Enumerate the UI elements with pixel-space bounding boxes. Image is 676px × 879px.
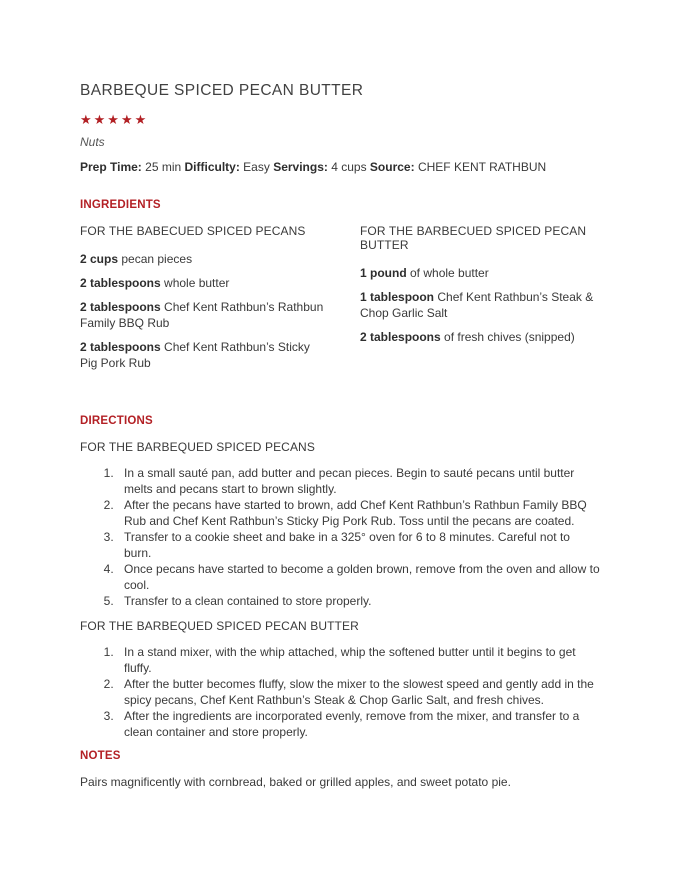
directions-step: 3. Transfer to a cookie sheet and bake in a 325° oven for 6 to 8 minutes. Careful not to burn. bbox=[117, 529, 600, 561]
ingredient-quantity: 2 tablespoons bbox=[80, 340, 161, 354]
meta-label: Servings: bbox=[273, 160, 328, 174]
directions-section bbox=[80, 440, 600, 609]
ingredient-group-title: FOR THE BARBECUED SPICED PECAN BUTTER bbox=[360, 224, 587, 252]
recipe-category: Nuts bbox=[80, 135, 105, 149]
star-rating-icons: ★★★★★ bbox=[80, 112, 149, 127]
directions-body bbox=[80, 440, 600, 740]
directions-step: 4. Once pecans have started to become a golden brown, remove from the oven and allow to cool. bbox=[117, 561, 600, 593]
ingredient-quantity: 2 tablespoons bbox=[80, 300, 161, 314]
directions-step-list bbox=[80, 465, 600, 609]
directions-section-title: FOR THE BARBEQUED SPICED PECAN BUTTER bbox=[80, 619, 359, 633]
directions-step: 2. After the butter becomes fluffy, slow the mixer to the slowest speed and gently add in the spicy pecans, Chef Kent Rathbun’s Steak & Chop Garlic Salt, and fresh chives. bbox=[117, 676, 600, 708]
ingredient-quantity: 2 tablespoons bbox=[80, 276, 161, 290]
ingredient-group bbox=[360, 224, 610, 379]
directions-section bbox=[80, 619, 600, 740]
directions-step: 1. In a stand mixer, with the whip attached, whip the softened butter until it begins to get fluffy. bbox=[117, 644, 600, 676]
ingredient-item: 2 cups pecan pieces bbox=[80, 252, 193, 266]
directions-section-title: FOR THE BARBEQUED SPICED PECANS bbox=[80, 440, 315, 454]
meta-label: Prep Time: bbox=[80, 160, 142, 174]
ingredient-item: 2 tablespoons whole butter bbox=[80, 276, 230, 290]
meta-label: Difficulty: bbox=[184, 160, 240, 174]
notes-text: Pairs magnificently with cornbread, baked or grilled apples, and sweet potato pie. bbox=[80, 775, 511, 789]
ingredient-quantity: 2 cups bbox=[80, 252, 119, 266]
ingredient-quantity: 2 tablespoons bbox=[360, 330, 441, 344]
directions-step: 3. After the ingredients are incorporated evenly, remove from the mixer, and transfer to a clean container and store properly. bbox=[117, 708, 600, 740]
directions-step: 1. In a small sauté pan, add butter and pecan pieces. Begin to sauté pecans until butter melts and pecans start to brown slightly. bbox=[117, 465, 600, 497]
ingredients-heading: INGREDIENTS bbox=[80, 199, 161, 211]
meta-label: Source: bbox=[369, 160, 415, 174]
ingredient-item: 2 tablespoons Chef Kent Rathbun’s Rathbun Family BBQ Rub bbox=[80, 300, 324, 330]
ingredient-item: 1 pound of whole butter bbox=[360, 266, 489, 280]
directions-heading: DIRECTIONS bbox=[80, 415, 153, 427]
recipe-meta: Prep Time: 25 min Difficulty: Easy Servings: 4 cups Source: CHEF KENT RATHBUN bbox=[80, 160, 547, 174]
ingredient-group bbox=[80, 224, 330, 379]
ingredient-item: 2 tablespoons of fresh chives (snipped) bbox=[360, 330, 575, 344]
directions-step-list bbox=[80, 644, 600, 740]
directions-step: 5. Transfer to a clean contained to store properly. bbox=[117, 593, 600, 609]
ingredient-item: 1 tablespoon Chef Kent Rathbun’s Steak & Chop Garlic Salt bbox=[360, 290, 594, 320]
recipe-title: BARBEQUE SPICED PECAN BUTTER bbox=[80, 82, 364, 99]
ingredient-quantity: 1 tablespoon bbox=[360, 290, 435, 304]
ingredient-group-title: FOR THE BABECUED SPICED PECANS bbox=[80, 224, 306, 238]
notes-heading: NOTES bbox=[80, 750, 121, 762]
ingredients-columns bbox=[80, 224, 600, 379]
ingredient-quantity: 1 pound bbox=[360, 266, 407, 280]
directions-step: 2. After the pecans have started to brown, add Chef Kent Rathbun’s Rathbun Family BBQ Rub and Chef Kent Rathbun’s Sticky Pig Pork Rub. Toss until the pecans are coated. bbox=[117, 497, 600, 529]
ingredient-item: 2 tablespoons Chef Kent Rathbun’s Sticky Pig Pork Rub bbox=[80, 340, 310, 370]
